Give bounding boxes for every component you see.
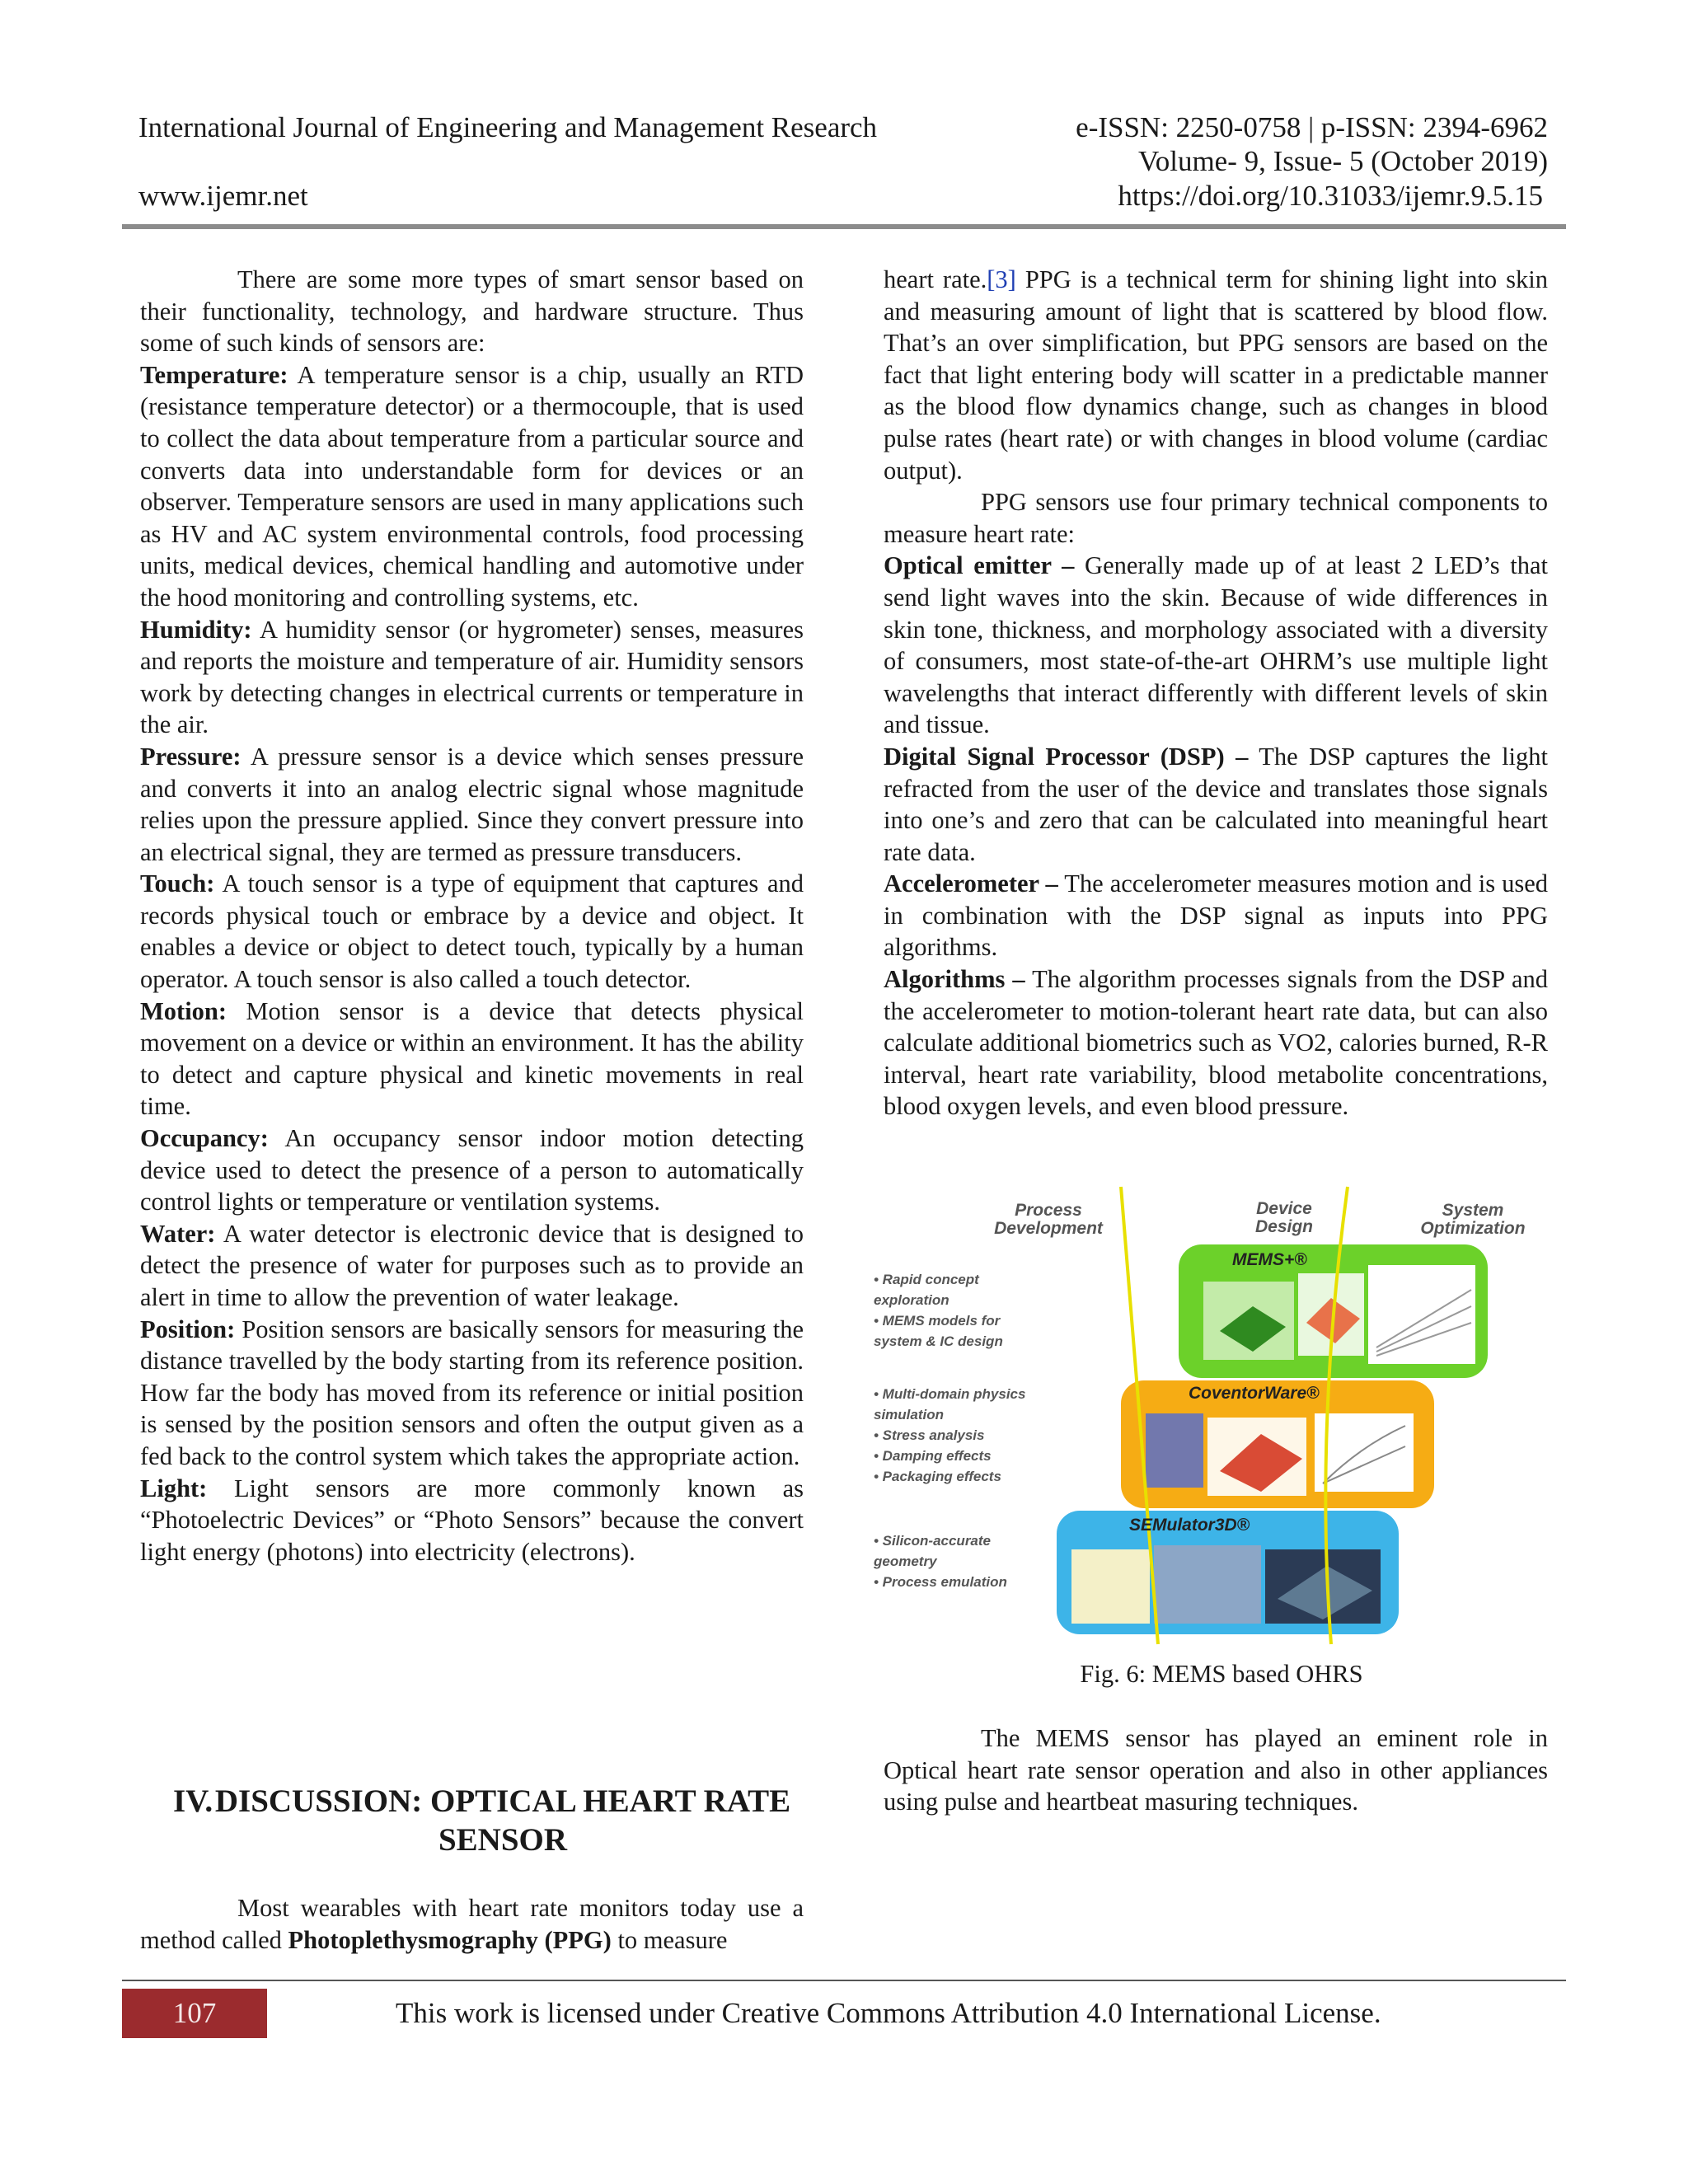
sensor-water	[140, 1218, 804, 1314]
bullet-text: • Silicon-accurate	[874, 1533, 992, 1549]
sensor-term: Temperature:	[140, 360, 288, 389]
column-header-optimization: Optimization	[1420, 1219, 1526, 1238]
mems-plus-title: MEMS+®	[1232, 1250, 1307, 1269]
sensor-pressure	[140, 741, 804, 868]
column-header-development: Development	[994, 1219, 1103, 1238]
sensor-term: Pressure:	[140, 742, 241, 771]
sensor-term: Position:	[140, 1315, 236, 1343]
sensor-description: Motion sensor is a device that detects physical movement on a device or within an environment. It has the ability to detect and capture physical and kinetic movements in real time.	[140, 996, 804, 1121]
sensor-term: Occupancy:	[140, 1124, 269, 1153]
bullet-text: • Multi-domain physics	[874, 1386, 1026, 1402]
sensor-description: Position sensors are basically sensors for measuring the distance travelled by the body starting from its reference position. How far the body has moved from its reference or initial position is sensed by the position sensors and often the output given as a fed back to the control system which takes the appropriate action.	[140, 1315, 804, 1470]
ppg-term: Photoplethysmography (PPG)	[288, 1925, 612, 1954]
sensor-description: A humidity sensor (or hygrometer) senses, measures and reports the moisture and temperature of air. Humidity sensors work by detecting changes in electrical currents or temperature in the air.	[140, 615, 804, 739]
sensor-description: A touch sensor is a type of equipment that captures and records physical touch or embrace by a device and object. It enables a device or object to detect touch, typically by a human operator. A touch sensor is also called a touch detector.	[140, 869, 804, 994]
section-number: IV.	[173, 1783, 213, 1819]
coventorware-title: CoventorWare®	[1189, 1384, 1320, 1403]
sensor-term: Motion:	[140, 996, 227, 1025]
component-term: Accelerometer –	[884, 869, 1058, 898]
sensor-temperature	[140, 359, 804, 614]
left-column	[140, 264, 804, 1568]
intro-paragraph: There are some more types of smart sensor based on their functionality, technology, and hardware structure. Thus some of such kinds of sensors are:	[140, 265, 804, 358]
ppg-intro-text: Most wearables with heart rate monitors today use a method called	[140, 1894, 804, 1954]
column-header-process: Process	[1015, 1201, 1082, 1220]
sensor-description: A temperature sensor is a chip, usually an RTD (resistance temperature detector) or a thermocouple, that is used to collect the data about temperature from a particular source and converts data into understandable form for devices or an observer. Temperature sensors are used in many applications such as HV and AC system environmental controls, food processing units, medical devices, chemical handling and automotive under the hood monitoring and controlling systems, etc.	[140, 360, 804, 612]
figure-caption: Fig. 6: MEMS based OHRS	[1080, 1660, 1363, 1688]
sensor-position	[140, 1314, 804, 1473]
citation-link[interactable]: [3]	[987, 265, 1016, 293]
section-heading	[140, 1782, 799, 1859]
bullet-text: • Rapid concept	[874, 1272, 979, 1287]
ppg-text-start: heart rate.	[884, 265, 987, 293]
sensor-humidity	[140, 614, 804, 741]
sensor-description: An occupancy sensor indoor motion detecting device used to detect the presence of a person to automatically control lights or temperature or ventilation systems.	[140, 1124, 804, 1216]
bullet-text: • Packaging effects	[874, 1469, 1001, 1484]
bullet-text: • Stress analysis	[874, 1427, 985, 1443]
right-column	[884, 264, 1548, 1122]
page-number: 107	[122, 1989, 267, 2038]
bullet-text: • MEMS models for	[874, 1313, 1001, 1329]
sensor-occupancy	[140, 1122, 804, 1218]
sensor-term: Touch:	[140, 869, 215, 898]
volume-line: Volume- 9, Issue- 5 (October 2019)	[1137, 145, 1548, 177]
component-optical-emitter	[884, 550, 1548, 741]
bullet-text: geometry	[874, 1554, 937, 1569]
column-header-system: System	[1442, 1201, 1504, 1220]
sensor-description: A water detector is electronic device that is designed to detect the presence of water for purposes such as to provide an alert in time to allow the prevention of water leakage.	[140, 1219, 804, 1311]
sensor-description: A pressure sensor is a device which senses pressure and converts it into an analog electric signal whose magnitude relies upon the pressure applied. Since they convert pressure into an electrical signal, they are termed as pressure transducers.	[140, 742, 804, 866]
ppg-paragraph	[884, 264, 1548, 486]
mems-diagram	[865, 1183, 1541, 1652]
journal-title: International Journal of Engineering and Management Research	[138, 111, 878, 143]
doi-link[interactable]: https://doi.org/10.31033/ijemr.9.5.15	[1118, 180, 1543, 212]
column-header-device: Device	[1256, 1199, 1312, 1218]
sensor-motion	[140, 996, 804, 1122]
components-intro: PPG sensors use four primary technical components to measure heart rate:	[884, 488, 1548, 548]
ppg-intro-text-end: to measure	[611, 1925, 728, 1954]
component-algorithms	[884, 963, 1548, 1122]
license-text: This work is licensed under Creative Commons Attribution 4.0 International License.	[396, 1997, 1381, 2029]
component-description: The accelerometer measures motion and is used in combination with the DSP signal as inputs into PPG algorithms.	[884, 869, 1549, 962]
component-description: Generally made up of at least 2 LED’s that send light waves into the skin. Because of wide differences in skin tone, thickness, and morphology associated with a diversity of consumers, most state-of-the-art OHRM’s use multiple light wavelengths that interact differently with different levels of skin and tissue.	[884, 551, 1548, 739]
sensor-touch	[140, 868, 804, 995]
issn-line: e-ISSN: 2250-0758 | p-ISSN: 2394-6962	[1076, 111, 1548, 143]
component-description: The algorithm processes signals from the DSP and the accelerometer to motion-tolerant heart rate data, but can also calculate additional biometrics such as VO2, calories burned, R-R interval, heart rate variability, blood metabolite concentrations, blood oxygen levels, and even blood pressure.	[884, 965, 1548, 1121]
sensor-light	[140, 1473, 804, 1568]
component-term: Digital Signal Processor (DSP) –	[884, 742, 1249, 771]
closing-paragraph: The MEMS sensor has played an eminent role in Optical heart rate sensor operation and also in other appliances using pulse and heartbeat masuring techniques.	[884, 1724, 1548, 1816]
website-link[interactable]: www.ijemr.net	[138, 180, 308, 212]
component-term: Optical emitter –	[884, 551, 1075, 580]
mems-panel-3	[1368, 1265, 1475, 1364]
ppg-intro-paragraph	[140, 1892, 804, 1956]
sensor-term: Light:	[140, 1474, 208, 1502]
bullet-text: system & IC design	[874, 1333, 1003, 1349]
bullet-text: simulation	[874, 1407, 945, 1422]
bullet-text: exploration	[874, 1292, 950, 1308]
component-term: Algorithms –	[884, 965, 1025, 994]
bullet-text: • Process emulation	[874, 1574, 1007, 1590]
component-accelerometer	[884, 868, 1548, 963]
semulator-title: SEMulator3D®	[1129, 1516, 1250, 1535]
semulator-panel-2	[1154, 1545, 1261, 1624]
sensor-term: Humidity:	[140, 615, 252, 644]
component-description: The DSP captures the light refracted from the user of the device and translates those signals into one’s and zero that can be calculated into meaningful heart rate data.	[884, 742, 1548, 866]
semulator-panel-1	[1071, 1549, 1150, 1624]
coventor-panel-1	[1146, 1413, 1203, 1488]
bullet-text: • Damping effects	[874, 1448, 992, 1464]
ppg-text: PPG is a technical term for shining light into skin and measuring amount of light that is scattered by blood flow. That’s an over simplification, but PPG sensors are based on the fact that light entering body will scatter in a predictable manner as the blood flow dynamics change, such as changes in blood pulse rates (heart rate) or with changes in blood volume (cardiac output).	[884, 265, 1548, 485]
closing-block	[884, 1722, 1548, 1818]
sensor-term: Water:	[140, 1219, 216, 1248]
header-rule	[122, 224, 1566, 229]
sensor-description: Light sensors are more commonly known as “Photoelectric Devices” or “Photo Sensors” because the convert light energy (photons) into electricity (electrons).	[140, 1474, 804, 1566]
component-dsp	[884, 741, 1548, 868]
mems-figure	[865, 1183, 1541, 1652]
column-header-design: Design	[1254, 1217, 1314, 1236]
ppg-intro-block	[140, 1892, 804, 1956]
footer-rule	[122, 1980, 1566, 1981]
section-title: DISCUSSION: OPTICAL HEART RATE SENSOR	[214, 1783, 791, 1858]
